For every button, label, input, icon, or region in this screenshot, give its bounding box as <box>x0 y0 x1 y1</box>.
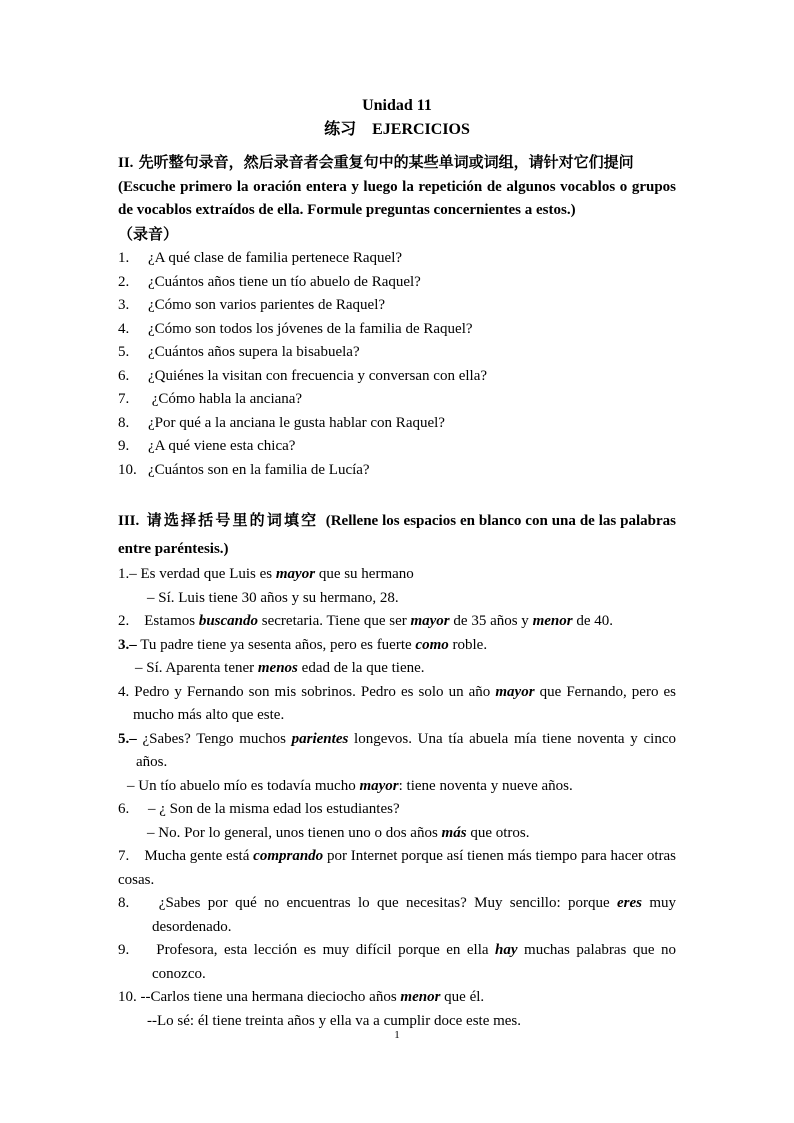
exercise-7 <box>118 845 676 892</box>
answer-word: hay <box>495 942 518 958</box>
item-text: ¿A qué viene esta chica? <box>148 438 296 454</box>
list-item <box>118 365 676 389</box>
list-item <box>118 459 676 483</box>
section-2-question-list <box>118 247 676 482</box>
list-item <box>118 341 676 365</box>
exercise-text: muchas palabras que no conozco. <box>152 942 676 982</box>
exercise-text: 1.– Es verdad que Luis es <box>118 566 276 582</box>
document-page <box>118 94 676 1033</box>
answer-word: comprando <box>253 848 324 864</box>
exercise-number: 5.– <box>118 730 137 747</box>
exercise-text: Tu padre tiene ya sesenta años, pero es fuerte <box>136 636 416 653</box>
item-text: ¿Por qué a la anciana le gusta hablar con Raquel? <box>148 414 445 431</box>
exercise-text: muy desordenado. <box>152 895 676 935</box>
answer-word: más <box>441 824 467 841</box>
section-2-spanish-instruction: (Escuche primero la oración entera y luego la repetición de algunos vocablos o grupos de vocablos extraídos de ella. Formule preguntas concernientes a estos.) <box>118 178 676 218</box>
item-number: 6. <box>118 367 130 384</box>
exercise-text: 9. Profesora, esta lección es muy difícil porque en ella <box>118 942 496 958</box>
answer-word: mayor <box>275 566 316 582</box>
exercise-reply: – Sí. Aparenta tener <box>135 660 258 676</box>
exercise-text: 4. Pedro y Fernando son mis sobrinos. Pedro es solo un año <box>118 683 496 700</box>
answer-word: parientes <box>291 730 349 747</box>
exercise-number: 3.– <box>118 636 137 653</box>
section-2-audio-tag: （录音） <box>118 224 179 243</box>
exercise-reply: – Sí. Luis tiene 30 años y su hermano, 28. <box>147 589 399 606</box>
item-text: ¿Quiénes la visitan con frecuencia y conversan con ella? <box>148 367 488 384</box>
section-3-number: III. <box>118 513 140 529</box>
exercise-reply: : tiene noventa y nueve años. <box>398 777 573 794</box>
answer-word: eres <box>616 895 642 911</box>
exercise-reply: – Un tío abuelo mío es todavía mucho <box>127 777 360 794</box>
exercise-1 <box>118 563 676 610</box>
exercise-8 <box>118 892 676 939</box>
item-number: 4. <box>118 320 130 337</box>
item-number: 2. <box>118 273 130 290</box>
exercise-text: que Fernando, pero es mucho más alto que este. <box>133 683 676 723</box>
exercise-text: secretaria. Tiene que ser <box>258 613 411 629</box>
exercise-5 <box>118 728 676 799</box>
section-3-heading <box>118 506 676 563</box>
exercise-text: longevos. Una tía abuela mía tiene noventa y cinco años. <box>136 730 676 770</box>
item-number: 7. <box>118 391 130 407</box>
exercise-9 <box>118 939 676 986</box>
item-number: 8. <box>118 414 130 431</box>
exercise-reply: que otros. <box>466 824 530 841</box>
exercise-3 <box>118 634 676 681</box>
item-text: ¿A qué clase de familia pertenece Raquel? <box>148 250 403 266</box>
answer-word: como <box>415 636 449 653</box>
answer-word: buscando <box>198 613 259 629</box>
exercise-text: que él. <box>440 989 485 1005</box>
list-item <box>118 247 676 271</box>
exercise-reply: --Lo sé: él tiene treinta años y ella va a cumplir doce este mes. <box>147 1012 522 1029</box>
item-text: ¿Cómo son varios parientes de Raquel? <box>148 297 386 313</box>
answer-word: menor <box>532 613 573 629</box>
item-text: ¿Cuántos años supera la bisabuela? <box>148 344 360 360</box>
exercise-text: 10. --Carlos tiene una hermana dieciocho años <box>118 989 401 1005</box>
exercise-text: de 35 años y <box>449 613 533 629</box>
item-text: ¿Cómo habla la anciana? <box>148 391 303 407</box>
exercise-text: roble. <box>448 636 488 653</box>
section-2-chinese-instruction: 先听整句录音，然后录音者会重复句中的某些单词或词组，请针对它们提问 <box>133 153 634 171</box>
exercise-text: por Internet porque así tienen más tiempo para hacer otras cosas. <box>118 848 676 888</box>
list-item <box>118 294 676 318</box>
item-number: 10. <box>118 461 137 478</box>
item-number: 9. <box>118 438 130 454</box>
exercise-text: que su hermano <box>315 566 414 582</box>
list-item <box>118 412 676 436</box>
item-number: 5. <box>118 344 130 360</box>
item-text: ¿Cómo son todos los jóvenes de la familia de Raquel? <box>148 320 473 337</box>
item-number: 1. <box>118 250 130 266</box>
list-item <box>118 271 676 295</box>
exercise-6 <box>118 798 676 845</box>
exercise-text: 2. Estamos <box>118 613 199 629</box>
list-item <box>118 435 676 459</box>
section-3-spanish-instruction: (Rellene los espacios en blanco con una de las palabras entre paréntesis.) <box>118 513 676 557</box>
exercise-text: 8. ¿Sabes por qué no encuentras lo que necesitas? Muy sencillo: porque <box>118 895 617 911</box>
list-item <box>118 318 676 342</box>
answer-word: menor <box>400 989 441 1005</box>
exercise-10 <box>118 986 676 1033</box>
answer-word: mayor <box>359 777 399 794</box>
exercise-2 <box>118 610 676 634</box>
exercise-text: 6. – ¿ Son de la misma edad los estudiantes? <box>118 801 400 817</box>
item-text: ¿Cuántos años tiene un tío abuelo de Raquel? <box>148 273 421 290</box>
list-item <box>118 388 676 412</box>
page-number: 1 <box>394 1029 400 1041</box>
exercise-text: 7. Mucha gente está <box>118 848 254 864</box>
answer-word: mayor <box>410 613 450 629</box>
answer-word: mayor <box>495 683 535 700</box>
answer-word: menos <box>257 660 298 676</box>
unit-title: Unidad 11 <box>362 97 432 114</box>
exercises-title: 练习 EJERCICIOS <box>324 121 470 138</box>
section-3-chinese-instruction: 请选择括号里的词填空 <box>139 511 326 529</box>
item-text: ¿Cuántos son en la familia de Lucía? <box>148 461 370 478</box>
exercise-text: ¿Sabes? Tengo muchos <box>136 730 292 747</box>
exercise-reply: edad de la que tiene. <box>297 660 425 676</box>
item-number: 3. <box>118 297 130 313</box>
section-2-number: II. <box>118 155 134 171</box>
exercise-reply: – No. Por lo general, unos tienen uno o dos años <box>147 824 442 841</box>
section-2-heading <box>118 151 676 247</box>
exercise-4 <box>118 681 676 728</box>
exercise-text: de 40. <box>572 613 613 629</box>
